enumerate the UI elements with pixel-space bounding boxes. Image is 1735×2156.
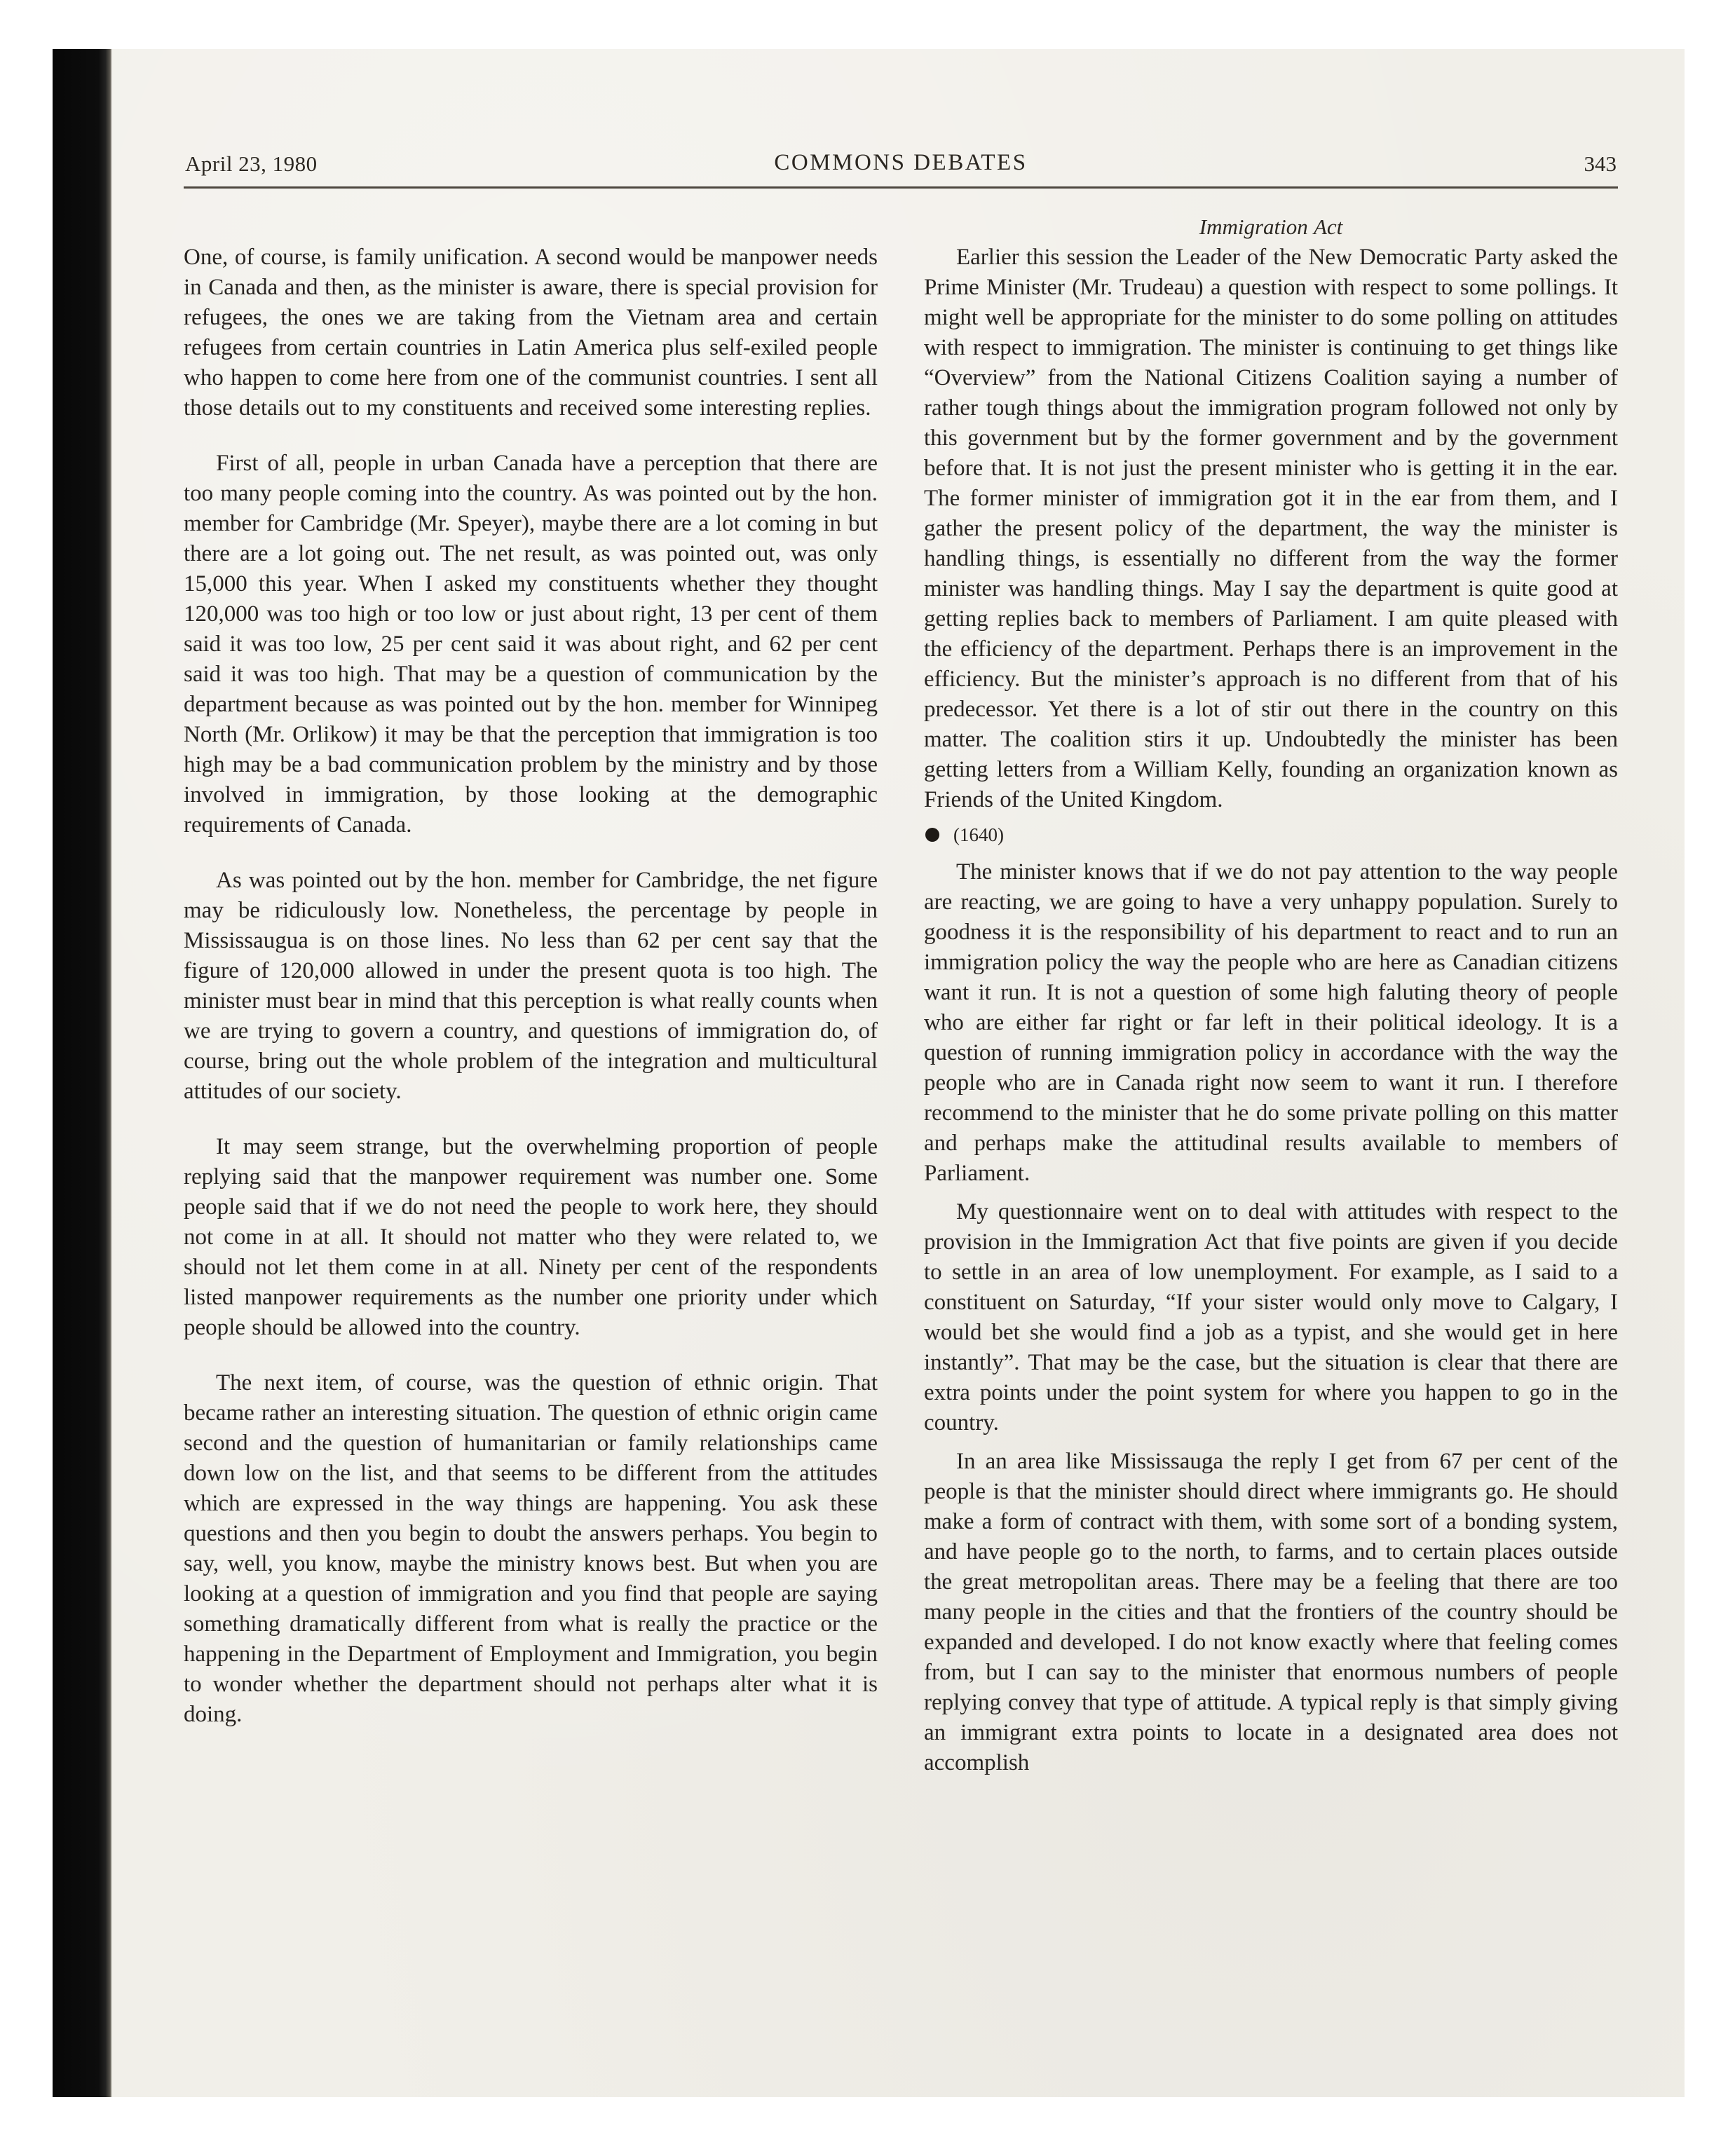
right-column bbox=[924, 212, 1618, 1778]
bullet-icon bbox=[925, 828, 939, 842]
paragraph: In an area like Mississauga the reply I get from 67 per cent of the people is that the minister should direct where immigrants go. He should make a form of contract with them, with some sort of a bonding system, and have people go to the north, to farms, and to certain places outside the great metropolitan areas. There may be a feeling that there are too many people in the cities and that the frontiers of the country should be expanded and developed. I do not know exactly where that feeling comes from, but I can say to the minister that enormous numbers of people replying convey that type of attitude. A typical reply is that simply giving an immigrant extra points to locate in a designated area does not accomplish bbox=[924, 1449, 1618, 1775]
book-binding-shadow bbox=[53, 49, 111, 2097]
running-head: Immigration Act bbox=[1199, 214, 1343, 239]
timestamp-marker bbox=[925, 824, 1618, 846]
header-date: April 23, 1980 bbox=[185, 151, 318, 176]
paragraph: My questionnaire went on to deal with attitudes with respect to the provision in the Immigration Act that five points are given if you decide to settle in an area of low unemployment. For example, as I said to a constituent on Saturday, “If your sister would only move to Calgary, I would bet she would find a job as a typist, and she would get in here instantly”. That may be the case, but the situation is clear that there are extra points under the point system for where you happen to go in the country. bbox=[924, 1199, 1618, 1435]
paragraph: It may seem strange, but the overwhelming proportion of people replying said that the manpower requirement was number one. Some people said that if we do not need the people to work here, they should not come in at all. It should not matter who they were related to, we should not let them come in at all. Ninety per cent of the respondents listed manpower requirements as the number one priority under which people should be allowed into the country. bbox=[184, 1134, 878, 1340]
paragraph: The next item, of course, was the question of ethnic origin. That became rather an interesting situation. The question of ethnic origin came second and the question of humanitarian or family relationships came down low on the list, and that seems to be different from the attitudes which are expressed in the way things are happening. You ask these questions and then you begin to doubt the answers perhaps. You begin to say, well, you know, maybe the ministry knows best. But when you are looking at a question of immigration and you find that people are saying something dramatically different from what is really the practice or the happening in the Department of Employment and Immigration, you begin to wonder whether the department should not perhaps alter what it is doing. bbox=[184, 1370, 878, 1727]
page-header bbox=[184, 151, 1618, 184]
paragraph: One, of course, is family unification. A second would be manpower needs in Canada and then, as the minister is aware, there is special provision for refugees, the ones we are taking from the Vietnam area and certain refugees from certain countries in Latin America plus self-exiled people who happen to come here from one of the communist countries. I sent all those details out to my constituents and received some interesting replies. bbox=[184, 245, 878, 421]
scanned-page bbox=[53, 49, 1685, 2097]
header-page-number: 343 bbox=[1584, 151, 1617, 176]
left-column bbox=[184, 243, 878, 1755]
paragraph: As was pointed out by the hon. member for Cambridge, the net figure may be ridiculously low. Nonetheless, the percentage by people in Mississaugua is on those lines. No less than 62 per cent say that the figure of 120,000 allowed in under the present quota is too high. The minister must bear in mind that this perception is what really counts when we are trying to govern a country, and questions of immigration do, of course, bring out the whole problem of the integration and multicultural attitudes of our society. bbox=[184, 868, 878, 1104]
header-rule bbox=[184, 186, 1618, 189]
paragraph: The minister knows that if we do not pay attention to the way people are reacting, we are going to have a very unhappy population. Surely to goodness it is the responsibility of his department to react and to run an immigration policy the way the people who are here as Canadian citizens want it run. It is not a question of some high faluting theory of people who are either far right or far left in their political ideology. It is a question of running immigration policy in accordance with the way the people who are in Canada right now seem to want it run. I therefore recommend to the minister that he do some private polling on this matter and perhaps make the attitudinal results available to members of Parliament. bbox=[924, 859, 1618, 1186]
header-title: COMMONS DEBATES bbox=[774, 150, 1028, 175]
paragraph: Earlier this session the Leader of the New Democratic Party asked the Prime Minister (Mr. Trudeau) a question with respect to some pollings. It might well be appropriate for the minister to do some polling on attitudes with respect to immigration. The minister is continuing to get things like “Overview” from the National Citizens Coalition saying a number of rather tough things about the immigration program followed not only by this government but by the former government and by the government before that. It is not just the present minister who is getting it in the ear. The former minister of immigration got it in the ear from them, and I gather the present policy of the department, the way the minister is handling things, is essentially no different from the way the former minister was handling things. May I say the department is quite good at getting replies back to members of Parliament. I am quite pleased with the efficiency of the department. Perhaps there is an improvement in the efficiency. But the minister’s approach is no different from that of his predecessor. Yet there is a lot of stir out there in the country on this matter. The coalition stirs it up. Undoubtedly the minister has been getting letters from a William Kelly, founding an organization known as Friends of the United Kingdom. bbox=[924, 245, 1618, 812]
timestamp-text: (1640) bbox=[953, 824, 1004, 845]
paragraph: First of all, people in urban Canada have a perception that there are too many people coming into the country. As was pointed out by the hon. member for Cambridge (Mr. Speyer), maybe there are a lot coming in but there are a lot going out. The net result, as was pointed out, was only 15,000 this year. When I asked my constituents whether they thought 120,000 was too high or too low or just about right, 13 per cent of them said it was too low, 25 per cent said it was about right, and 62 per cent said it was too high. That may be a question of communication by the department because as was pointed out by the hon. member for Winnipeg North (Mr. Orlikow) it may be that the perception that immigration is too high may be a bad communication problem by the ministry and by those involved in immigration, by those looking at the demographic requirements of Canada. bbox=[184, 451, 878, 838]
